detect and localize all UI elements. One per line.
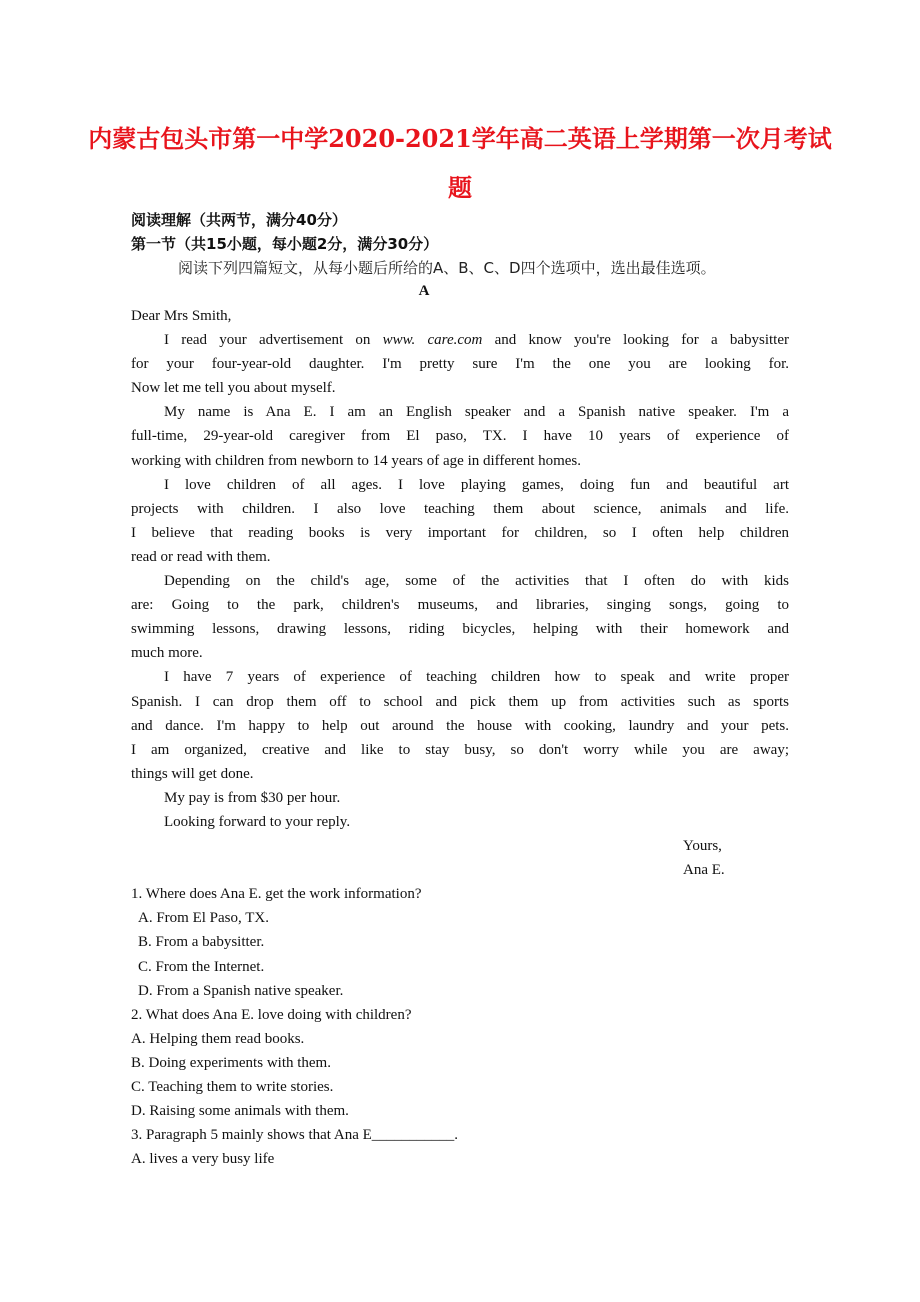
- question-1: 1. Where does Ana E. get the work information?: [131, 886, 422, 903]
- paragraph-3-line: projects with children. I also love teaching them about science, animals and life.: [131, 500, 789, 517]
- instructions: 阅读下列四篇短文，从每小题后所给的A、B、C、D四个选项中，选出最佳选项。: [178, 259, 716, 277]
- question-2-option-c: C. Teaching them to write stories.: [131, 1079, 334, 1095]
- paragraph-3-line: read or read with them.: [131, 548, 271, 565]
- paragraph-7: Looking forward to your reply.: [164, 813, 351, 830]
- paragraph-6: My pay is from $30 per hour.: [164, 789, 341, 806]
- paragraph-3-line: I love children of all ages. I love playing games, doing fun and beautiful art: [164, 476, 789, 493]
- document-title-continued: 题: [448, 173, 472, 202]
- passage-label: A: [418, 283, 430, 299]
- paragraph-4-line: Depending on the child's age, some of the activities that I often do with kids: [164, 573, 789, 590]
- paragraph-1-line: for your four-year-old daughter. I'm pretty sure I'm the one you are looking for.: [131, 356, 789, 373]
- question-3-option-a: A. lives a very busy life: [131, 1151, 275, 1168]
- paragraph-4-line: are: Going to the park, children's museums, and libraries, singing songs, going to: [131, 597, 789, 614]
- question-1-option-a: A. From El Paso, TX.: [138, 910, 269, 927]
- paragraph-5-line: and dance. I'm happy to help out around the house with cooking, laundry and your pets.: [131, 717, 789, 734]
- paragraph-5-line: Spanish. I can drop them off to school and pick them up from activities such as sports: [131, 693, 789, 710]
- paragraph-3-line: I believe that reading books is very important for children, so I often help children: [131, 524, 789, 541]
- question-1-option-d: D. From a Spanish native speaker.: [138, 982, 344, 999]
- signature: Ana E.: [683, 862, 725, 879]
- question-2-option-b: B. Doing experiments with them.: [131, 1054, 331, 1071]
- passage-body: [131, 304, 789, 1171]
- greeting: Dear Mrs Smith,: [131, 308, 232, 324]
- question-1-option-c: C. From the Internet.: [138, 958, 265, 975]
- paragraph-5-line: things will get done.: [131, 765, 254, 782]
- text: I read your advertisement on: [164, 332, 383, 349]
- question-2: 2. What does Ana E. love doing with children?: [131, 1006, 412, 1023]
- paragraph-5-line: I have 7 years of experience of teaching children how to speak and write proper: [164, 669, 789, 686]
- question-2-option-a: A. Helping them read books.: [131, 1030, 305, 1047]
- paragraph-2-line: My name is Ana E. I am an English speaker and a Spanish native speaker. I'm a: [164, 404, 789, 421]
- closing: Yours,: [683, 838, 722, 855]
- paragraph-4-line: much more.: [131, 645, 203, 662]
- paragraph-4-line: swimming lessons, drawing lessons, riding bicycles, helping with their homework and: [131, 621, 789, 638]
- paragraph-2-line: working with children from newborn to 14 years of age in different homes.: [131, 452, 582, 469]
- section-heading: 阅读理解（共两节，满分40分）: [131, 211, 347, 229]
- document-title: 内蒙古包头市第一中学2020-2021学年高二英语上学期第一次月考试: [88, 124, 832, 153]
- text: and know you're looking for a babysitter: [482, 332, 789, 349]
- website-link: www. care.com: [382, 332, 483, 349]
- paragraph-5-line: I am organized, creative and like to stay busy, so don't worry while you are away;: [131, 741, 789, 758]
- question-2-option-d: D. Raising some animals with them.: [131, 1103, 349, 1120]
- paragraph-1-line: [131, 328, 789, 352]
- question-1-option-b: B. From a babysitter.: [138, 934, 265, 951]
- paragraph-1-line: Now let me tell you about myself.: [131, 380, 336, 397]
- question-3: 3. Paragraph 5 mainly shows that Ana E___________.: [131, 1127, 459, 1144]
- part-heading: 第一节（共15小题，每小题2分，满分30分）: [131, 235, 439, 253]
- paragraph-2-line: full-time, 29-year-old caregiver from El paso, TX. I have 10 years of experience of: [131, 428, 789, 445]
